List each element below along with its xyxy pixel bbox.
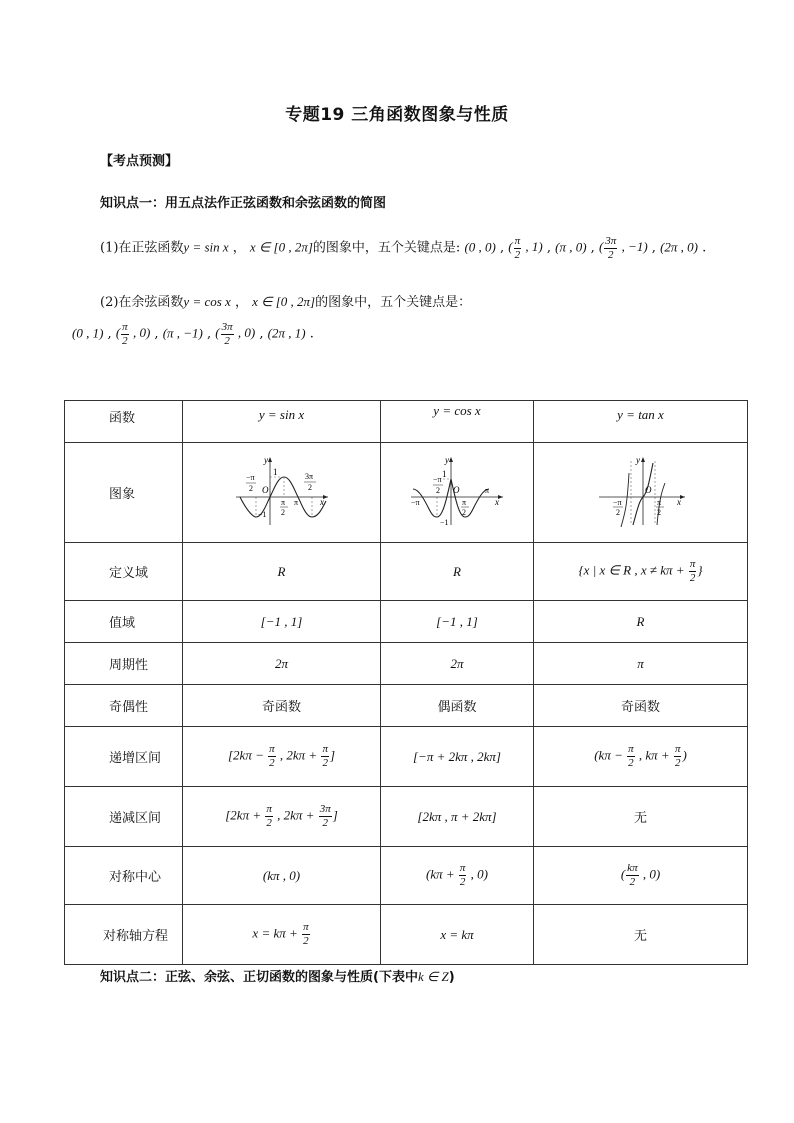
sin-half-pi-label: π bbox=[280, 497, 285, 507]
cos-half-pi-label: π bbox=[462, 497, 467, 507]
point1-item2: (2)在余弦函数y = cos x ， x ∈ [0 , 2π]的图象中，五个关键点是： bbox=[100, 294, 472, 310]
row-label-axis: 对称轴方程 bbox=[65, 905, 183, 965]
cos-center: (kπ + $\frac{\pi}{2}$ , 0) bbox=[381, 847, 534, 905]
tan-range: R bbox=[534, 601, 748, 643]
item2-func: y = cos x bbox=[183, 294, 231, 309]
sin-origin-label: O bbox=[261, 484, 268, 495]
table-row-axis bbox=[65, 905, 748, 965]
cos-increasing: [−π + 2kπ , 2kπ] bbox=[381, 727, 534, 787]
cos-neg-half-pi-label: −π bbox=[433, 474, 442, 484]
graph-tan-cell bbox=[534, 443, 748, 543]
item2-middle: 的图象中，五个关键点是： bbox=[315, 295, 472, 310]
tan-y-label: y bbox=[635, 454, 640, 465]
cos-period: 2π bbox=[381, 643, 534, 685]
item2-point-2: ( $\frac{\pi}{2}$ , 0) bbox=[115, 321, 151, 347]
item1-func: y = sin x bbox=[183, 239, 229, 255]
row-label-decreasing: 递减区间 bbox=[65, 787, 183, 847]
point1-heading: 知识点一：用五点法作正弦函数和余弦函数的简图 bbox=[100, 196, 387, 211]
sin-parity: 奇函数 bbox=[183, 685, 381, 727]
svg-text:2: 2 bbox=[307, 482, 312, 492]
item2-point-4: ( $\frac{3\pi}{2}$ , 0) bbox=[215, 321, 256, 347]
cos-1-label: 1 bbox=[442, 468, 447, 479]
table-row-increasing bbox=[65, 727, 748, 787]
sin-y-label: y bbox=[263, 454, 268, 465]
table-row-period bbox=[65, 643, 748, 685]
cos-pi-label: π bbox=[485, 485, 490, 495]
item1-point-5: (2π , 0) bbox=[660, 239, 698, 255]
item1-point-3: (π , 0) bbox=[555, 239, 587, 255]
cos-origin-label: O bbox=[453, 484, 460, 495]
table-row-decreasing bbox=[65, 787, 748, 847]
sin-3-half-pi-label: 3π bbox=[304, 471, 313, 481]
sin-x-label: x bbox=[319, 496, 324, 507]
tan-increasing: (kπ − $\frac{\pi}{2}$ , kπ + $\frac{\pi}{2}$ ) bbox=[534, 727, 748, 787]
page-title: 专题19 三角函数图象与性质 bbox=[285, 105, 509, 125]
sin-domain: R bbox=[183, 543, 381, 601]
row-label-domain: 定义域 bbox=[65, 543, 183, 601]
tan-x-label: x bbox=[676, 496, 681, 507]
sin-pi-label: π bbox=[293, 497, 298, 507]
cos-axis: x = kπ bbox=[381, 905, 534, 965]
cos-neg-pi-label: −π bbox=[411, 497, 420, 507]
header-tan: y = tan x bbox=[534, 401, 748, 443]
tan-center: ( $\frac{k\pi}{2}$ , 0) bbox=[534, 847, 748, 905]
sin-neg-half-pi-label: −π bbox=[245, 472, 255, 482]
point2-heading: 知识点二：正弦、余弦、正切函数的图象与性质(下表中k ∈ Z) bbox=[100, 969, 455, 985]
tan-origin-label: O bbox=[644, 484, 651, 495]
tan-neg-half-pi-label: −π bbox=[612, 497, 622, 507]
section-label: 【考点预测】 bbox=[100, 154, 179, 169]
row-label-increasing: 递增区间 bbox=[65, 727, 183, 787]
cos-decreasing: [2kπ , π + 2kπ] bbox=[381, 787, 534, 847]
graph-cos-cell bbox=[381, 443, 534, 543]
table-row-range bbox=[65, 601, 748, 643]
sin-axis: x = kπ + $\frac{\pi}{2}$ bbox=[183, 905, 381, 965]
sin-period: 2π bbox=[183, 643, 381, 685]
cos-x-label: x bbox=[495, 496, 499, 507]
tan-domain: {x | x ∈ R , x ≠ kπ + $\frac{\pi}{2}$ } bbox=[534, 543, 748, 601]
item1-point-1: (0 , 0) bbox=[464, 239, 496, 255]
item2-domain: x ∈ [0 , 2π] bbox=[252, 294, 316, 309]
tan-decreasing: 无 bbox=[534, 787, 748, 847]
sin-1-label: 1 bbox=[272, 466, 277, 477]
table-row-center bbox=[65, 847, 748, 905]
properties-table bbox=[64, 400, 748, 965]
sin-graph bbox=[232, 453, 332, 529]
sin-center: (kπ , 0) bbox=[183, 847, 381, 905]
sin-increasing: [2kπ − $\frac{\pi}{2}$ , 2kπ + $\frac{\pi}{2}$ ] bbox=[183, 727, 381, 787]
svg-text:2: 2 bbox=[656, 507, 661, 517]
table-row-graph bbox=[65, 443, 748, 543]
svg-text:2: 2 bbox=[615, 507, 620, 517]
cos-range: [−1 , 1] bbox=[381, 601, 534, 643]
cos-y-label: y bbox=[445, 454, 449, 465]
row-label-period: 周期性 bbox=[65, 643, 183, 685]
header-label: 函数 bbox=[65, 401, 183, 443]
svg-text:2: 2 bbox=[248, 483, 253, 493]
svg-text:2: 2 bbox=[436, 485, 440, 495]
cos-neg1-label: −1 bbox=[440, 517, 449, 527]
header-sin: y = sin x bbox=[183, 401, 381, 443]
row-label-center: 对称中心 bbox=[65, 847, 183, 905]
item1-domain: x ∈ [0 , 2π] bbox=[249, 239, 313, 255]
tan-parity: 奇函数 bbox=[534, 685, 748, 727]
item1-middle: 的图象中，五个关键点是: bbox=[312, 240, 461, 256]
cos-parity: 偶函数 bbox=[381, 685, 534, 727]
sin-range: [−1 , 1] bbox=[183, 601, 381, 643]
item2-point-5: (2π , 1) bbox=[267, 325, 306, 341]
tan-axis: 无 bbox=[534, 905, 748, 965]
graph-sin-cell bbox=[183, 443, 381, 543]
item2-point-1: (0 , 1) bbox=[72, 325, 104, 341]
item1-point-4: ( $\frac{3\pi}{2}$ , −1) bbox=[598, 235, 648, 261]
table-row-parity bbox=[65, 685, 748, 727]
sin-neg1-label: −1 bbox=[257, 509, 267, 519]
tan-period: π bbox=[534, 643, 748, 685]
svg-text:2: 2 bbox=[280, 507, 285, 517]
point1-item2-points: (0 , 1) , ( $\frac{\pi}{2}$ , 0) , (π , −1) , ( $\frac{3\pi}{2}$ , 0) , (2π , 1) . bbox=[72, 321, 314, 347]
item2-prefix: (2)在余弦函数 bbox=[100, 295, 184, 310]
table-header-row bbox=[65, 401, 748, 443]
table-row-domain bbox=[65, 543, 748, 601]
row-label-range: 值域 bbox=[65, 601, 183, 643]
svg-text:2: 2 bbox=[462, 507, 466, 517]
sin-decreasing: [2kπ + $\frac{\pi}{2}$ , 2kπ + $\frac{3\pi}{2}$ ] bbox=[183, 787, 381, 847]
header-cos: y = cos x bbox=[381, 401, 534, 443]
cos-graph bbox=[407, 453, 507, 529]
tan-graph bbox=[591, 453, 691, 529]
item1-point-2: ( $\frac{\pi}{2}$ , 1) bbox=[508, 235, 543, 261]
row-label-parity: 奇偶性 bbox=[65, 685, 183, 727]
point2-cond: k ∈ Z bbox=[417, 969, 449, 984]
point1-item1: (1)在正弦函数y = sin x ， x ∈ [0 , 2π]的图象中，五个关键点是: (0 , 0) , ( $\frac{\pi}{2}$ , 1) , (π , 0) , ( $\frac{3\pi}{2}$ , −1) , (2π , 0) . bbox=[100, 235, 707, 261]
cos-domain: R bbox=[381, 543, 534, 601]
item2-point-3: (π , −1) bbox=[162, 325, 203, 341]
graph-label: 图象 bbox=[65, 443, 183, 543]
tan-half-pi-label: π bbox=[656, 497, 661, 507]
item1-prefix: (1)在正弦函数 bbox=[100, 240, 184, 256]
